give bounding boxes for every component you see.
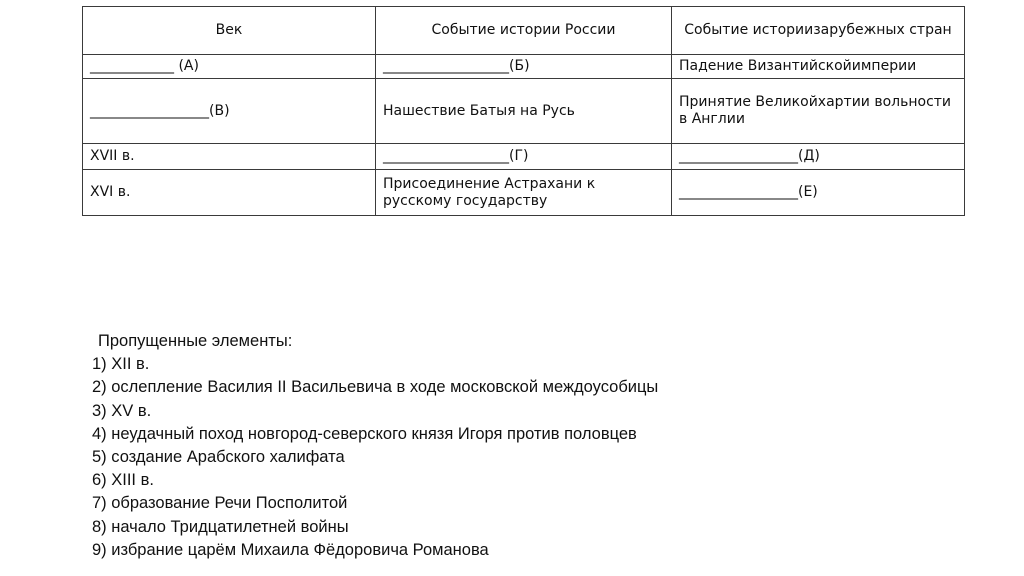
table-cell: _________________(В) <box>83 79 376 144</box>
header-foreign-event-text: Событие историизарубежных стран <box>684 22 952 38</box>
missing-elements-title: Пропущенные элементы: <box>98 332 293 350</box>
table-cell: Падение Византийскойимперии <box>672 55 965 79</box>
table-cell: Нашествие Батыя на Русь <box>376 79 672 144</box>
header-century: Век <box>83 7 376 55</box>
list-item: 2) ослепление Василия II Васильевича в ходе московской междоусобицы <box>92 378 659 397</box>
list-item: 5) создание Арабского халифата <box>92 448 345 467</box>
header-foreign-event <box>672 7 965 55</box>
list-item: 1) XII в. <box>92 355 150 374</box>
list-item: 9) избрание царём Михаила Фёдоровича Романова <box>92 540 489 559</box>
table-cell: __________________(Б) <box>376 55 672 79</box>
missing-elements-list <box>92 330 658 562</box>
list-item: 6) XIII в. <box>92 471 154 490</box>
list-item: 7) образование Речи Посполитой <box>92 494 348 513</box>
table-cell: Принятие Великойхартии вольности в Англии <box>672 79 965 144</box>
missing-elements-items <box>92 353 658 562</box>
table-cell: Присоединение Астрахани к русскому государству <box>376 170 672 216</box>
table-row <box>83 55 965 79</box>
table-cell: _________________(Д) <box>672 144 965 170</box>
table-row <box>83 170 965 216</box>
list-item: 8) начало Тридцатилетней войны <box>92 517 349 536</box>
table-row <box>83 79 965 144</box>
table-cell: XVII в. <box>83 144 376 170</box>
table-row <box>83 144 965 170</box>
table-header-row <box>83 7 965 55</box>
header-russia-event: Событие истории России <box>376 7 672 55</box>
list-item: 3) XV в. <box>92 401 152 420</box>
history-table <box>82 6 965 216</box>
list-item: 4) неудачный поход новгород-северского князя Игоря против половцев <box>92 424 637 443</box>
table-cell: ____________ (А) <box>83 55 376 79</box>
table-cell: _________________(Е) <box>672 170 965 216</box>
table-cell: XVI в. <box>83 170 376 216</box>
table-cell: __________________(Г) <box>376 144 672 170</box>
